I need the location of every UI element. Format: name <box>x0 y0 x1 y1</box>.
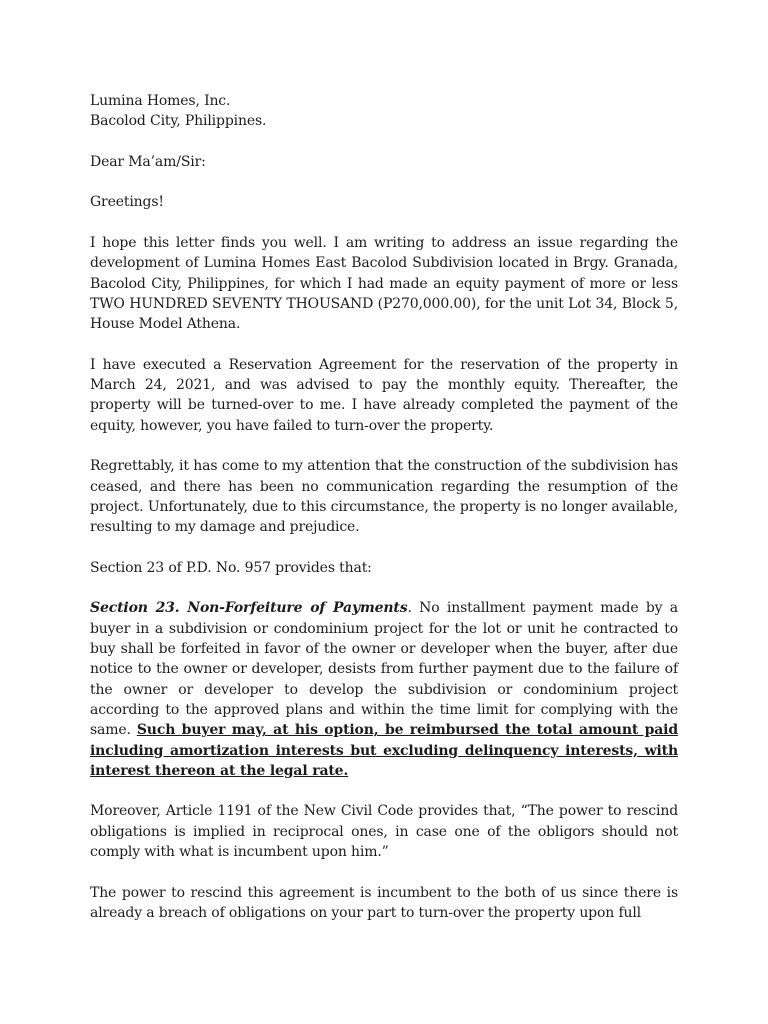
recipient-company: Lumina Homes, Inc. <box>90 93 231 109</box>
paragraph-section-intro: Section 23 of P.D. No. 957 provides that: <box>90 559 372 576</box>
paragraph-intro: I hope this letter finds you well. I am writing to address an issue regarding the development of Lumina Homes East Bacolod Subdivision located in Brgy. Granada, Bacolod City, Philippines, for which I had made an equity payment of more or less TWO HUNDRED SEVENTY THOUSAND (P270,000.00), for the unit Lot 34, Block 5, House Model Athena. <box>90 235 678 333</box>
paragraph-construction-ceased: Regrettably, it has come to my attention that the construction of the subdivision has ceased, and there has been no communication regarding the resumption of the project. Unfortunately, due to this circumstance, the property is no longer available, resulting to my damage and prejudice. <box>90 458 678 536</box>
recipient-address <box>90 91 678 132</box>
paragraph-reservation: I have executed a Reservation Agreement for the reservation of the property in March 24, 2021, and was advised to pay the monthly equity. Thereafter, the property will be turned-over to me. I have already completed the payment of the equity, however, you have failed to turn-over the property. <box>90 356 678 434</box>
section-23-body: . No installment payment made by a buyer in a subdivision or condominium project for the lot or unit he contracted to buy shall be forfeited in favor of the owner or developer when the buyer, after due notice to the owner or developer, desists from further payment due to the failure of the owner or developer to develop the subdivision or condominium project according to the approved plans and within the time limit for complying with the same. <box>90 600 678 739</box>
section-23-title: Section 23. Non-Forfeiture of Payments <box>90 600 408 617</box>
letter-body <box>90 91 678 943</box>
paragraph-civil-code: Moreover, Article 1191 of the New Civil Code provides that, “The power to rescind obligations is implied in reciprocal ones, in case one of the obligors should not comply with what is incumbent upon him.” <box>90 803 678 860</box>
greeting: Greetings! <box>90 194 164 211</box>
paragraph-section-23 <box>90 598 678 781</box>
recipient-city: Bacolod City, Philippines. <box>90 113 267 130</box>
salutation: Dear Ma’am/Sir: <box>90 153 206 170</box>
paragraph-rescind: The power to rescind this agreement is incumbent to the both of us since there is already a breach of obligations on your part to turn-over the property upon full <box>90 884 678 921</box>
section-23-emphasis: Such buyer may, at his option, be reimbursed the total amount paid including amortization interests but excluding delinquency interests, with interest thereon at the legal rate. <box>90 722 678 779</box>
